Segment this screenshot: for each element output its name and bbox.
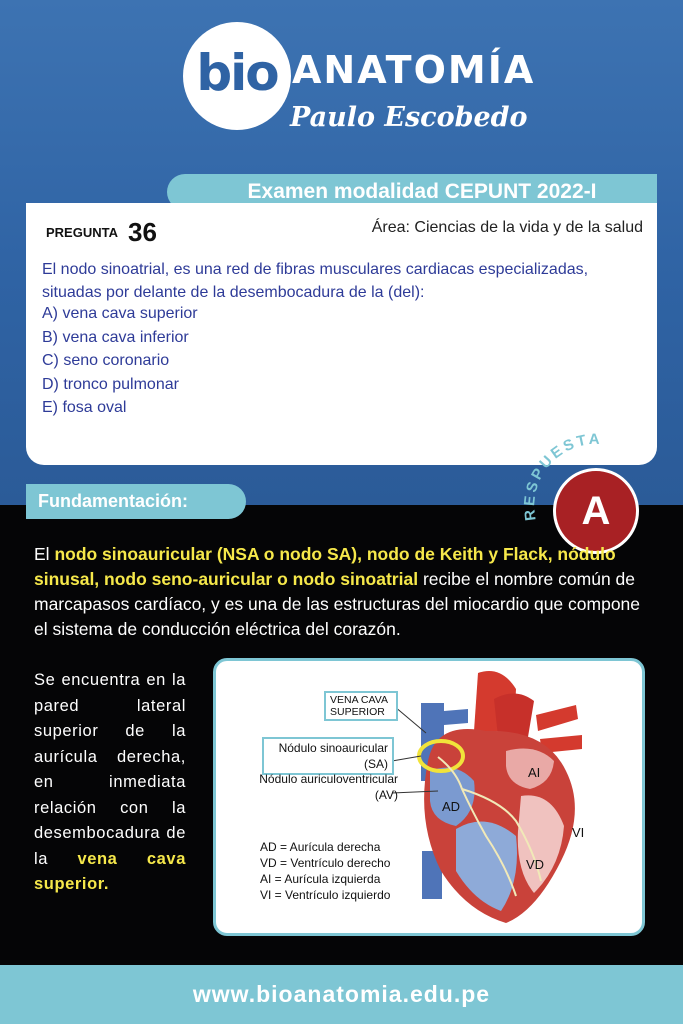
legend-vi: VI = Ventrículo izquierdo (260, 888, 391, 902)
logo-anatomia-text: ANATOMÍA (292, 48, 536, 92)
label-av-node-line1: Nódulo auriculoventricular (259, 772, 398, 786)
option-b: B) vena cava inferior (42, 328, 189, 346)
heart-diagram (213, 658, 645, 936)
footer-url: www.bioanatomia.edu.pe (192, 981, 491, 1007)
diagram-legend (260, 839, 390, 903)
label-av-node (236, 771, 398, 803)
fund-text-highlight: nodo sinoauricular (NSA o nodo SA), nodo de Keith y Flack, nódulo sinusal, nodo seno-auricular o nodo sinoatrial (34, 544, 616, 589)
fundamentacion-banner (26, 484, 246, 519)
region-ai: AI (528, 765, 541, 780)
question-text: El nodo sinoatrial, es una red de fibras musculares cardiacas especializadas, situadas por delante de la desembocadura de la (del): (42, 261, 589, 301)
fund-text-post: recibe el nombre común de marcapasos cardíaco, y es una de las estructuras del miocardio que compone el sistema de conducción eléctrica del corazón. (34, 569, 641, 639)
legend-ai: AI = Aurícula izquierda (260, 872, 381, 886)
logo-author-signature: Paulo Escobedo (290, 102, 528, 133)
location-text: Se encuentra en la pared lateral superior de la aurícula derecha, en inmediata relación con la desembocadura de la (34, 671, 186, 868)
logo-circle (183, 22, 291, 130)
pulmonary-vein-shape-1 (536, 705, 578, 731)
fund-text-pre: El (34, 544, 55, 564)
label-av-node-line2: (AV) (374, 788, 398, 802)
question-card (26, 203, 657, 465)
label-sa-node-line1: Nódulo sinoauricular (278, 741, 388, 755)
question-label: PREGUNTA (46, 225, 118, 240)
location-paragraph (34, 668, 186, 898)
question-options (42, 302, 198, 420)
option-e: E) fosa oval (42, 399, 127, 416)
option-a: A) vena cava superior (42, 305, 198, 322)
fundamentacion-title: Fundamentación: (38, 491, 189, 511)
pointer-sa (392, 756, 421, 761)
label-vena-cava-superior: VENA CAVA SUPERIOR (324, 691, 398, 721)
region-vi: VI (572, 825, 585, 840)
pulmonary-branch-shape (444, 709, 468, 725)
location-highlight: vena cava superior. (34, 849, 186, 893)
option-c: C) seno coronario (42, 352, 170, 369)
answer-caption: RESPUESTA (521, 430, 603, 522)
pulmonary-artery-shape (494, 693, 534, 737)
legend-ad: AD = Aurícula derecha (260, 840, 381, 854)
logo-bio-text: bio (196, 44, 278, 102)
label-sa-node (262, 737, 394, 775)
region-ad: AD (442, 799, 461, 814)
region-vd: VD (526, 857, 545, 872)
label-sa-node-line2: (SA) (364, 757, 388, 771)
exam-title: Examen modalidad CEPUNT 2022-I (247, 180, 597, 203)
fundamentacion-paragraph (34, 542, 654, 642)
question-number: 36 (128, 217, 157, 247)
legend-vd: VD = Ventrículo derecho (260, 856, 391, 870)
footer-bar (0, 965, 683, 1024)
option-d: D) tronco pulmonar (42, 375, 179, 393)
answer-letter: A (581, 488, 611, 533)
question-area: Área: Ciencias de la vida y de la salud (371, 219, 643, 236)
